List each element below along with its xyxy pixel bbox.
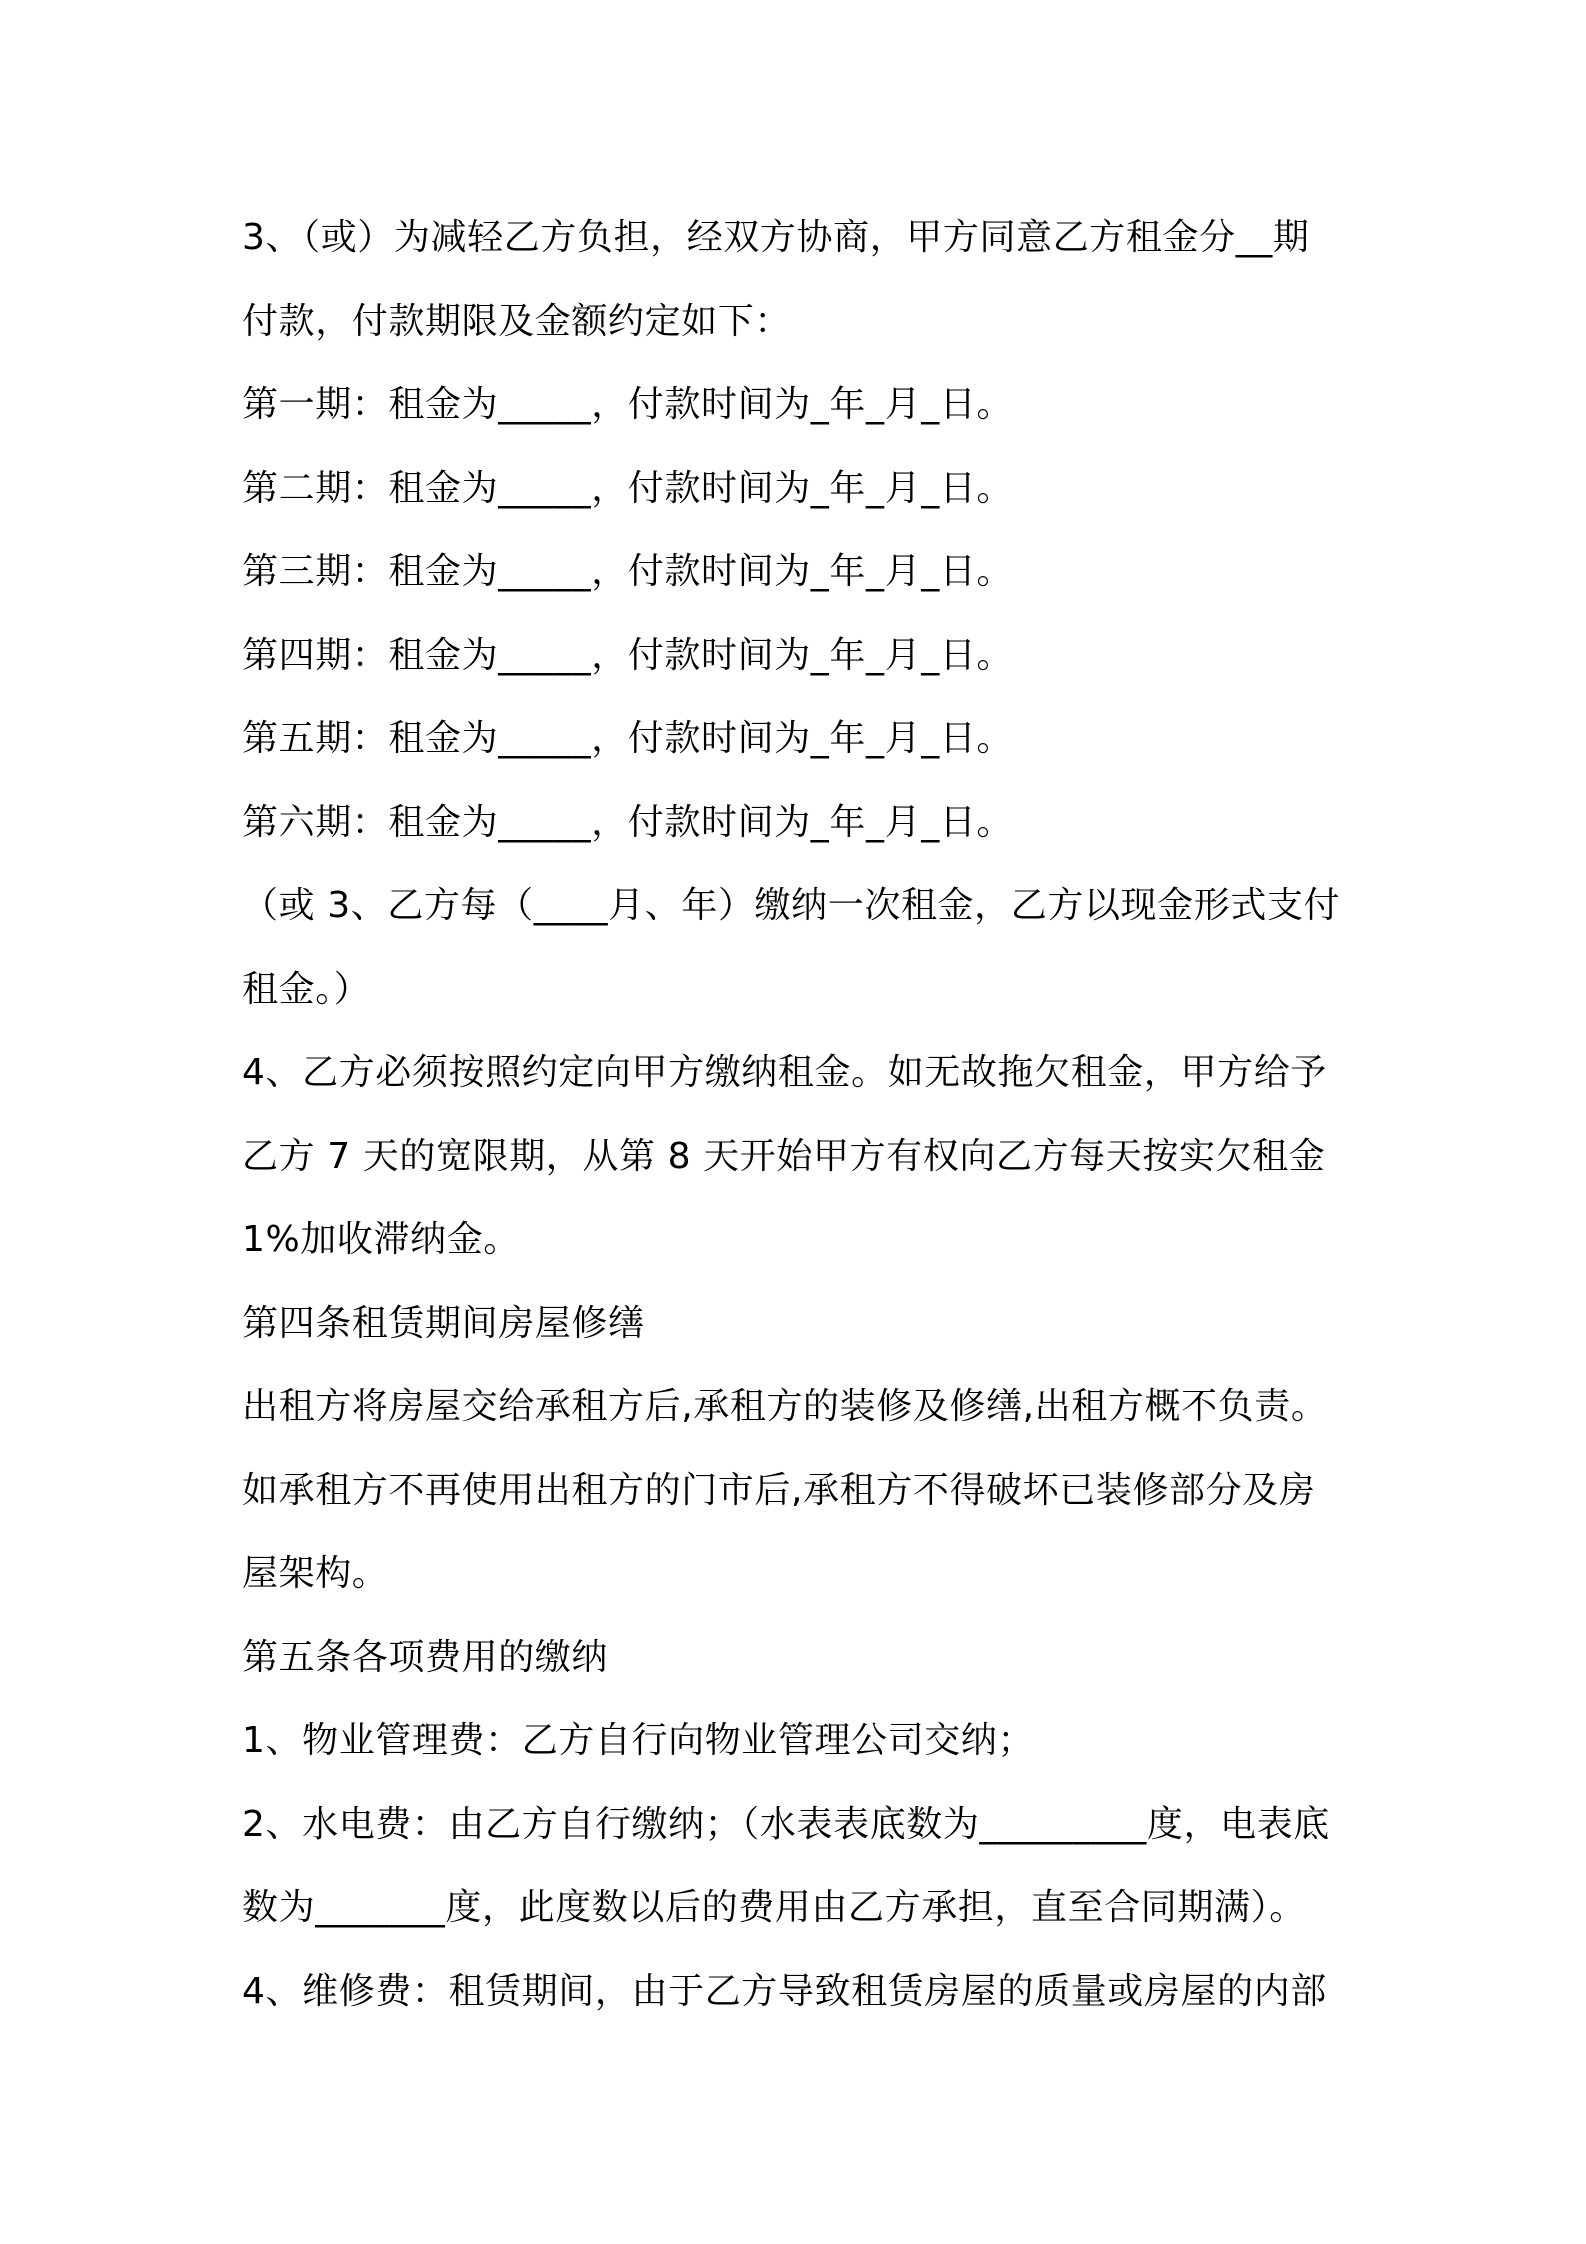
text-line: 4、乙方必须按照约定向甲方缴纳租金。如无故拖欠租金，甲方给予 — [242, 1052, 1327, 1093]
text-line: 乙方 7 天的宽限期，从第 8 天开始甲方有权向乙方每天按实欠租金 — [242, 1135, 1326, 1177]
text-line: 1%加收滞纳金。 — [242, 1219, 520, 1260]
text-line: 1、物业管理费：乙方自行向物业管理公司交纳； — [242, 1720, 1035, 1761]
text-line: 出租方将房屋交给承租方后,承租方的装修及修缮,出租方概不负责。 — [242, 1386, 1328, 1427]
text-line: 2、水电费：由乙方自行缴纳；（水表表底数为_________度，电表底 — [242, 1803, 1330, 1845]
section-heading: 第五条各项费用的缴纳 — [242, 1636, 609, 1678]
text-line: 4、维修费：租赁期间，由于乙方导致租赁房屋的质量或房屋的内部 — [242, 1970, 1327, 2012]
text-line: 第四期：租金为_____，付款时间为_年_月_日。 — [242, 634, 1013, 676]
text-line: 如承租方不再使用出租方的门市后,承租方不得破坏已装修部分及房 — [242, 1469, 1316, 1511]
text-line: 第一期：租金为_____，付款时间为_年_月_日。 — [242, 384, 1013, 425]
text-line: 屋架构。 — [242, 1553, 389, 1594]
text-line: （或 3、乙方每（____月、年）缴纳一次租金，乙方以现金形式支付 — [242, 885, 1341, 926]
text-line: 第五期：租金为_____，付款时间为_年_月_日。 — [242, 718, 1013, 759]
text-line: 付款，付款期限及金额约定如下： — [242, 300, 792, 342]
text-line: 数为_______度，此度数以后的费用由乙方承担，直至合同期满）。 — [242, 1887, 1306, 1928]
text-line: 第三期：租金为_____，付款时间为_年_月_日。 — [242, 551, 1013, 592]
text-line: 第二期：租金为_____，付款时间为_年_月_日。 — [242, 467, 1013, 509]
section-heading: 第四条租赁期间房屋修缮 — [242, 1302, 645, 1344]
document-body — [242, 196, 1362, 2033]
text-line: 租金。） — [242, 968, 371, 1010]
text-line: 3、（或）为减轻乙方负担，经双方协商，甲方同意乙方租金分__期 — [242, 217, 1310, 258]
text-line: 第六期：租金为_____，付款时间为_年_月_日。 — [242, 801, 1013, 843]
